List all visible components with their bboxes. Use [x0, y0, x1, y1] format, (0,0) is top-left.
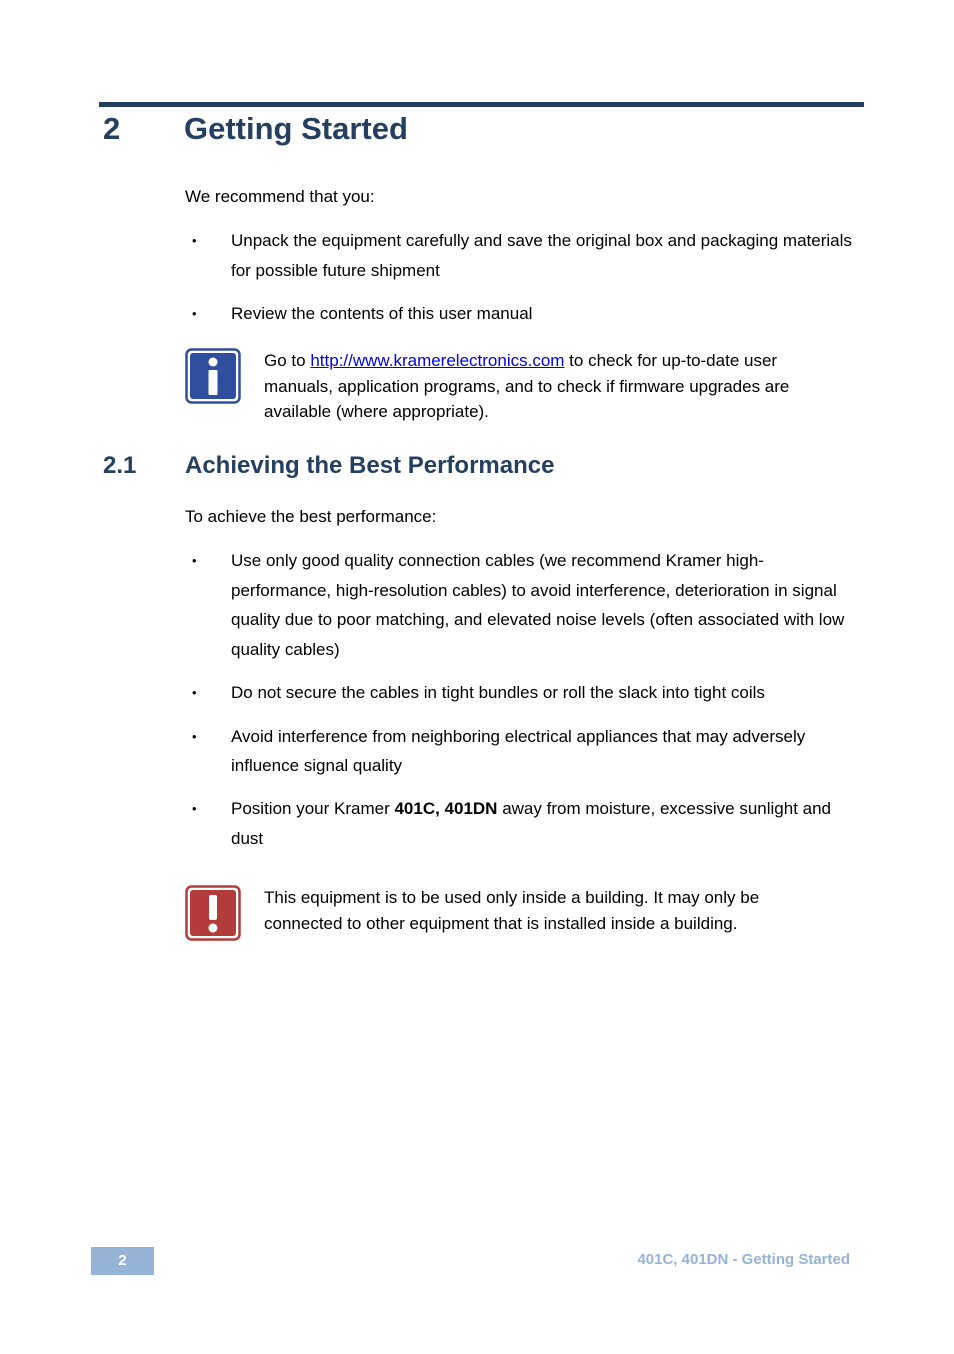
list-item: • Avoid interference from neighboring electrical appliances that may adversely influence signal quality — [185, 722, 855, 781]
recommend-list — [185, 226, 855, 342]
info-icon — [185, 348, 241, 404]
chapter-title: Getting Started — [184, 111, 408, 146]
chapter-rule — [99, 102, 864, 107]
intro-text: We recommend that you: — [185, 187, 375, 206]
bullet-icon: • — [192, 553, 197, 568]
info-note-text: Go to http://www.kramerelectronics.com to check for up-to-date user manuals, application programs, and to check if firmware upgrades are available (where appropriate). — [264, 351, 790, 421]
warning-note-text: This equipment is to be used only inside a building. It may only be connected to other equipment that is installed inside a building. — [264, 888, 760, 933]
list-item: • Position your Kramer 401C, 401DN away from moisture, excessive sunlight and dust — [185, 794, 855, 853]
product-name: 401C, 401DN — [394, 799, 498, 819]
performance-list — [185, 546, 855, 867]
bullet-icon: • — [192, 801, 197, 817]
list-item: • Unpack the equipment carefully and save the original box and packaging materials for possible future shipment — [185, 226, 855, 285]
kramer-website-link[interactable]: http://www.kramerelectronics.com — [310, 351, 565, 370]
bullet-icon: • — [192, 233, 197, 248]
footer-title: 401C, 401DN - Getting Started — [637, 1251, 850, 1268]
bullet-icon: • — [192, 305, 197, 321]
warning-icon — [185, 885, 241, 941]
list-item: • Review the contents of this user manual — [185, 299, 855, 329]
list-item: • Do not secure the cables in tight bundles or roll the slack into tight coils — [185, 678, 855, 708]
section-number: 2.1 — [103, 452, 137, 479]
bullet-icon: • — [192, 685, 197, 701]
bullet-icon: • — [192, 728, 197, 744]
page-number: 2 — [91, 1247, 154, 1275]
section-intro-text: To achieve the best performance: — [185, 507, 437, 526]
list-item: • Use only good quality connection cables (we recommend Kramer high-performance, high-resolution cables) to avoid interference, deterioration in signal quality due to poor matching, and elevated noise levels (often associated with low quality cables) — [185, 546, 855, 665]
section-title: Achieving the Best Performance — [185, 452, 555, 479]
chapter-number: 2 — [103, 111, 121, 146]
